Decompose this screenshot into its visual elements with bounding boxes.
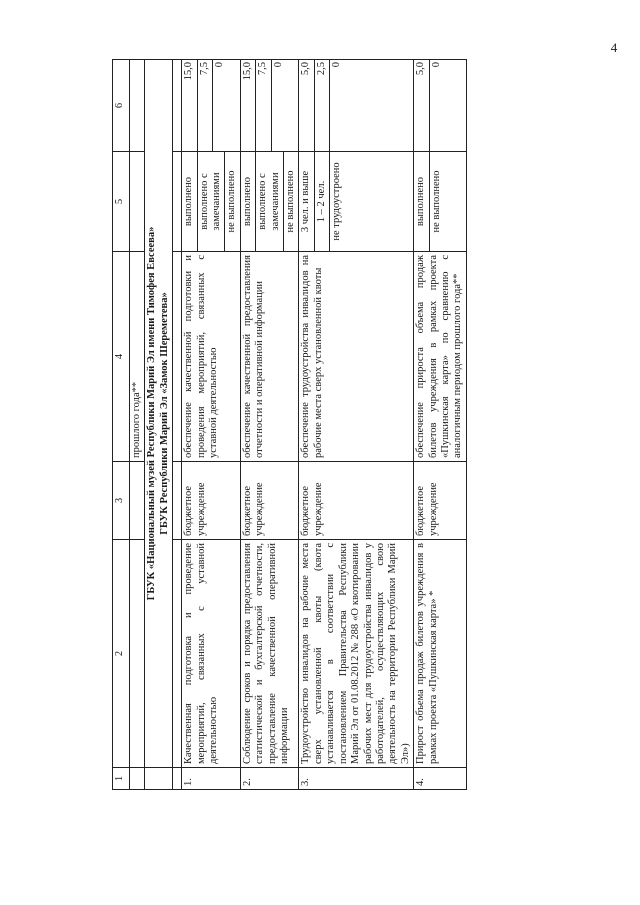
points-value: 0 — [272, 62, 284, 68]
row-number: 1. — [182, 768, 241, 790]
points-value: 15,0 — [182, 60, 197, 151]
points-value: 7,5 — [256, 60, 271, 151]
result-value: не выполнено — [226, 170, 238, 233]
section-header — [145, 60, 173, 768]
indicator-name: Качественная подготовка и проведение мероприятий, связанных с уставной деятельностью — [182, 540, 241, 768]
points-value: 0 — [430, 62, 442, 68]
points-value: 0 — [331, 62, 343, 68]
points-cell — [240, 60, 299, 152]
row-number: 4. — [414, 768, 467, 790]
results-cell — [182, 152, 241, 252]
points-value: 5,0 — [414, 60, 429, 151]
points-value: 15,0 — [241, 60, 256, 151]
criterion: обеспечение качественной предоставления отчетности и оперативной информации — [240, 252, 299, 462]
institution-type: бюджетное учреждение — [414, 462, 467, 540]
table-row — [299, 60, 414, 790]
column-number: 3 — [113, 462, 130, 540]
result-value: выполнено с замечаниями — [198, 152, 226, 251]
result-value: не трудоустроено — [331, 162, 343, 241]
row-number: 3. — [299, 768, 414, 790]
indicator-name: Соблюдение сроков и порядка предоставления статистической и бухгалтерской отчетности, предоставление качественной оперативной информации — [240, 540, 299, 768]
criterion: обеспечение трудоустройства инвалидов на рабочие места сверх установленной квоты — [299, 252, 414, 462]
institution-type: бюджетное учреждение — [240, 462, 299, 540]
continued-row — [130, 60, 145, 790]
points-value: 0 — [214, 62, 226, 68]
column-number: 4 — [113, 252, 130, 462]
result-value: не выполнено — [285, 170, 297, 233]
indicator-name: Трудоустройство инвалидов на рабочие места сверх установленной квоты (квота устанавливается в соответствии с постановлением Правительства Республики Марий Эл от 01.08.2012 № 288 «О квотировании рабочих мест для трудоустройства инвалидов у работодателей, осуществляющих свою деятельность на территории Республики Марий Эл») — [299, 540, 414, 768]
points-value: 5,0 — [299, 60, 314, 151]
column-number: 6 — [113, 60, 130, 152]
section-header-line1: ГБУК «Национальный музей Республики Марий Эл имени Тимофея Евсеева» — [146, 226, 158, 601]
result-value: выполнено — [182, 152, 197, 251]
institution-type: бюджетное учреждение — [299, 462, 414, 540]
criteria-table — [112, 59, 467, 790]
result-value: выполнено с замечаниями — [256, 152, 284, 251]
table-row — [240, 60, 299, 790]
criterion: обеспечение прироста объема продаж билетов учреждения в рамках проекта «Пушкинская карта» по сравнению с аналогичным периодом прошлого года** — [414, 252, 467, 462]
result-value: 1 – 2 чел. — [315, 152, 330, 251]
points-value: 7,5 — [198, 60, 213, 151]
results-cell — [240, 152, 299, 252]
row-number: 2. — [240, 768, 299, 790]
continued-text: прошлого года** — [130, 252, 145, 462]
table-row — [414, 60, 467, 790]
results-cell — [414, 152, 467, 252]
column-number: 5 — [113, 152, 130, 252]
points-cell — [299, 60, 414, 152]
institution-type: бюджетное учреждение — [182, 462, 241, 540]
result-value: 3 чел. и выше — [299, 152, 314, 251]
section-header-row — [145, 60, 173, 790]
page-number: 4 — [610, 40, 618, 55]
result-value: выполнено — [414, 152, 429, 251]
indicator-name: Прирост объема продаж билетов учреждения в рамках проекта «Пушкинская карта» * — [414, 540, 467, 768]
result-value: не выполнено — [430, 170, 442, 233]
criterion: обеспечение качественной подготовки и проведения мероприятий, связанных с уставной деятельностью — [182, 252, 241, 462]
rotated-table-container — [112, 60, 517, 790]
points-cell — [182, 60, 241, 152]
column-number: 2 — [113, 540, 130, 768]
section-header-line2: ГБУК Республики Марий Эл «Замок Шереметева» — [158, 292, 170, 535]
result-value: выполнено — [241, 152, 256, 251]
column-number-row — [113, 60, 130, 790]
points-cell — [414, 60, 467, 152]
table-row — [182, 60, 241, 790]
column-number: 1 — [113, 768, 130, 790]
results-cell — [299, 152, 414, 252]
spacer-row — [173, 60, 182, 790]
points-value: 2,5 — [315, 60, 330, 151]
